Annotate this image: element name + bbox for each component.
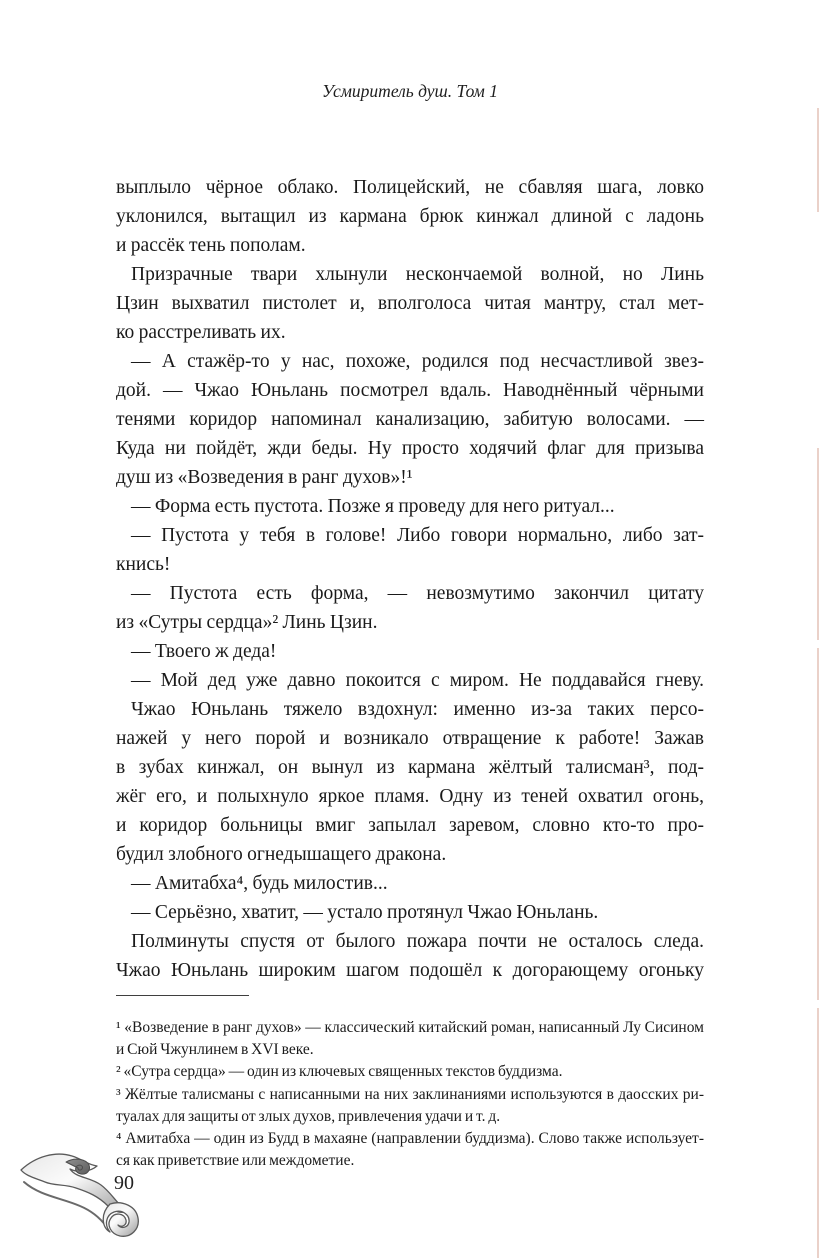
body-text <box>116 173 704 985</box>
body-text-line: Цзин выхватил пистолет и, вполголоса читая мантру, стал мет- <box>116 293 704 314</box>
body-text-line: тенями коридор напоминал канализацию, забитую волосами. — <box>116 409 704 430</box>
body-text-line: — Твоего ж деда! <box>131 641 277 662</box>
body-text-line: душ из «Возведения в ранг духов»!¹ <box>116 467 413 488</box>
footnote-line: ¹ «Возведение в ранг духов» — классический китайский роман, написанный Лу Сисином <box>116 1019 704 1036</box>
cloud-flourish-icon <box>18 1148 163 1248</box>
page-edge-segment <box>817 448 819 640</box>
body-text-line: и коридор больницы вмиг запылал заревом, словно кто-то про- <box>116 815 704 836</box>
body-text-line: — Серьёзно, хватит, — устало протянул Чжао Юньлань. <box>131 902 599 923</box>
page-edge-segment <box>817 108 819 212</box>
footnote-line: туалах для защиты от злых духов, привлечения удачи и т. д. <box>116 1107 501 1125</box>
body-text-line: Чжао Юньлань широким шагом подошёл к догорающему огоньку <box>116 960 704 981</box>
body-text-line: ко расстреливать их. <box>116 322 286 343</box>
body-text-line: — Форма есть пустота. Позже я проведу для него ритуал... <box>131 496 615 517</box>
body-text-line: уклонился, вытащил из кармана брюк кинжал длиной с ладонь <box>116 206 704 227</box>
running-header: Усмиритель душ. Том 1 <box>322 81 498 101</box>
body-text-line: нажей у него порой и возникало отвращение к работе! Зажав <box>116 728 704 749</box>
body-text-line: Призрачные твари хлынули нескончаемой волной, но Линь <box>131 264 704 285</box>
body-text-line: выплыло чёрное облако. Полицейский, не сбавляя шага, ловко <box>116 177 704 198</box>
body-text-line: Чжао Юньлань тяжело вздохнул: именно из-за таких персо- <box>131 699 704 720</box>
footnote-line: ³ Жёлтые талисманы с написанными на них заклинаниями используются в даосских ри- <box>116 1085 704 1103</box>
body-text-line: — А стажёр-то у нас, похоже, родился под несчастливой звез- <box>131 351 704 372</box>
body-text-line: — Мой дед уже давно покоится с миром. Не поддавайся гневу. <box>131 670 704 691</box>
body-text-line: Куда ни пойдёт, жди беды. Ну просто ходячий флаг для призыва <box>116 438 704 459</box>
page-edge-segment <box>817 1008 819 1258</box>
footnotes <box>116 1017 704 1172</box>
body-text-line: Полминуты спустя от былого пожара почти не осталось следа. <box>131 931 704 952</box>
footnote-line: ² «Сутра сердца» — один из ключевых священных текстов буддизма. <box>116 1063 563 1081</box>
body-text-line: из «Сутры сердца»² Линь Цзин. <box>116 612 378 633</box>
body-text-line: будил злобного огнедышащего дракона. <box>116 844 447 865</box>
footnote-line: и Сюй Чжунлинем в XVI веке. <box>116 1041 314 1059</box>
body-text-line: — Пустота у тебя в голове! Либо говори нормально, либо зат- <box>131 525 704 546</box>
body-text-line: и рассёк тень пополам. <box>116 235 306 256</box>
footnote-separator <box>116 995 249 996</box>
body-text-line: — Амитабха⁴, будь милостив... <box>131 873 388 894</box>
body-text-line: в зубах кинжал, он вынул из кармана жёлтый талисман³, под- <box>116 757 704 778</box>
page-edge-segment <box>817 648 819 1000</box>
body-text-line: — Пустота есть форма, — невозмутимо закончил цитату <box>131 583 704 604</box>
body-text-line: кнись! <box>116 554 171 575</box>
body-text-line: жёг его, и полыхнуло яркое пламя. Одну из теней охватил огонь, <box>116 786 704 807</box>
footnote-line: ⁴ Амитабха — один из Будд в махаяне (направлении буддизма). Слово также использует- <box>116 1130 704 1148</box>
body-text-line: дой. — Чжао Юньлань посмотрел вдаль. Наводнённый чёрными <box>116 380 704 401</box>
page-number: 90 <box>114 1172 134 1194</box>
footnote-line: ся как приветствие или междометие. <box>116 1152 355 1170</box>
